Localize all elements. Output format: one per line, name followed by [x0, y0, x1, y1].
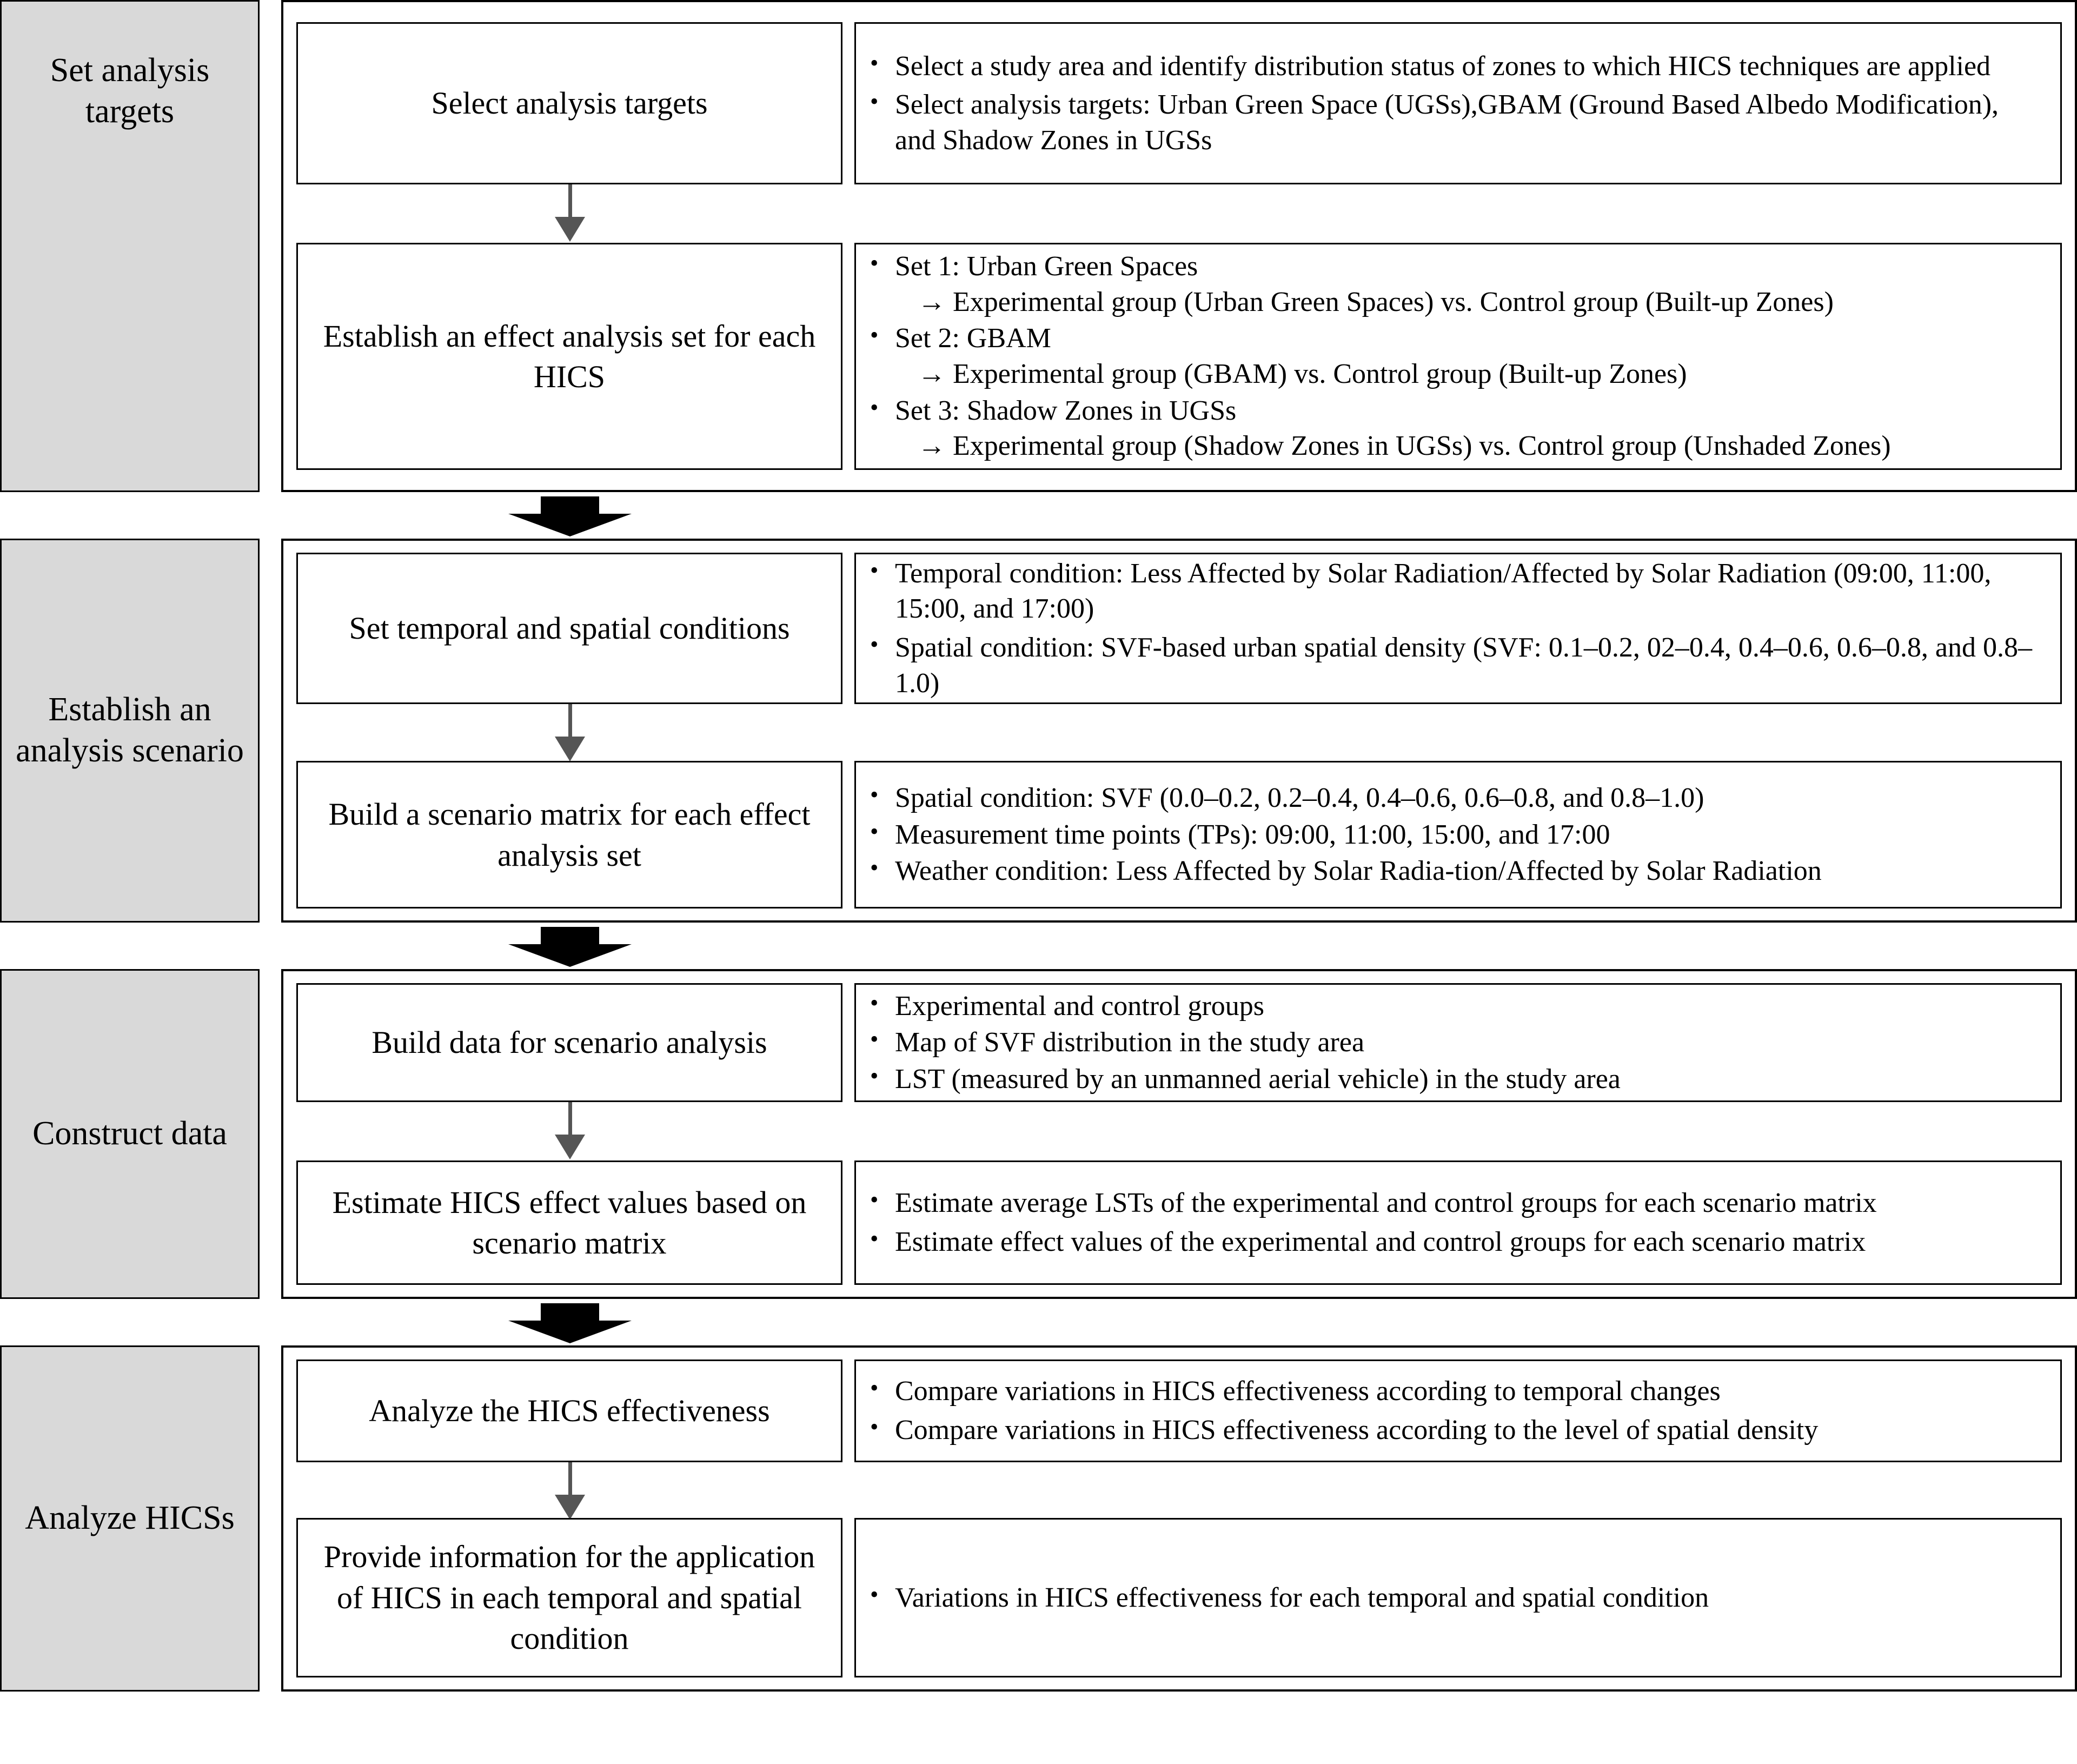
stage-label: Construct data — [0, 969, 260, 1299]
process-box: Build a scenario matrix for each effect analysis set — [296, 761, 842, 908]
process-row — [296, 1518, 2062, 1677]
bullet-text: Set 2: GBAM — [895, 323, 1051, 354]
row-gap — [842, 22, 854, 184]
bullet-item — [866, 1025, 2046, 1060]
process-row — [296, 983, 2062, 1102]
bullet-subtext: → Experimental group (Shadow Zones in UGSs) vs. Control group (Unshaded Zones) — [918, 430, 1891, 462]
bullet-list — [866, 553, 2046, 704]
process-row — [296, 1160, 2062, 1285]
bullet-text: LST (measured by an unmanned aerial vehicle) in the study area — [895, 1063, 1621, 1095]
stage-4 — [0, 1345, 2077, 1692]
bullet-subtext: → Experimental group (GBAM) vs. Control group (Built-up Zones) — [918, 359, 1687, 389]
row-gap — [842, 1518, 854, 1677]
bullet-text: Estimate effect values of the experimental and control groups for each scenario matrix — [895, 1226, 1866, 1257]
bullet-text: Estimate average LSTs of the experimental and control groups for each scenario matrix — [895, 1188, 1877, 1219]
process-row — [296, 761, 2062, 908]
down-arrow-icon — [296, 704, 2062, 761]
block-arrow-body — [541, 927, 599, 945]
bullet-text: Experimental and control groups — [895, 990, 1265, 1022]
bullet-item — [866, 1412, 2046, 1448]
detail-box — [854, 22, 2062, 184]
bullet-list — [866, 1577, 2046, 1619]
process-row — [296, 553, 2062, 704]
detail-box — [854, 1518, 2062, 1677]
bullet-item — [866, 1374, 2046, 1409]
process-box: Establish an effect analysis set for each HICS — [296, 243, 842, 470]
down-arrow-icon — [296, 1462, 2062, 1518]
process-box: Provide information for the application of HICS in each temporal and spatial condition — [296, 1518, 842, 1677]
process-box: Build data for scenario analysis — [296, 983, 842, 1102]
bullet-item — [866, 1185, 2046, 1221]
bullet-text: Map of SVF distribution in the study area — [895, 1027, 1365, 1058]
stage-body — [281, 539, 2077, 923]
bullet-item — [866, 49, 2046, 84]
process-box: Select analysis targets — [296, 22, 842, 184]
bullet-item — [866, 249, 2046, 320]
detail-box — [854, 243, 2062, 470]
stage-transition-arrow-icon — [0, 1299, 2077, 1345]
arrow-head — [555, 1135, 585, 1159]
row-gap — [842, 983, 854, 1102]
stage-label-gap — [260, 1345, 281, 1692]
bullet-item — [866, 556, 2046, 627]
bullet-item — [866, 321, 2046, 392]
detail-box — [854, 761, 2062, 908]
bullet-text: Temporal condition: Less Affected by Solar Radiation/Affected by Solar Radiation (09:00, 11:00, 15:00, and 17:00) — [895, 558, 1992, 625]
bullet-text: Spatial condition: SVF (0.0–0.2, 0.2–0.4, 0.4–0.6, 0.6–0.8, and 0.8–1.0) — [895, 782, 1704, 814]
bullet-subtext: → Experimental group (Urban Green Spaces) vs. Control group (Built-up Zones) — [918, 286, 1834, 317]
stage-label-gap — [260, 969, 281, 1299]
bullet-item — [866, 1580, 2046, 1616]
arrow-head — [555, 1495, 585, 1520]
process-row — [296, 22, 2062, 184]
bullet-text: Compare variations in HICS effectiveness according to temporal changes — [895, 1376, 1721, 1407]
row-gap — [842, 1360, 854, 1462]
row-gap — [842, 553, 854, 704]
stage-label-gap — [260, 0, 281, 492]
stage-body — [281, 1345, 2077, 1692]
row-gap — [842, 1160, 854, 1285]
stage-transition-arrow-icon — [0, 923, 2077, 969]
bullet-list — [866, 779, 2046, 890]
stage-body — [281, 0, 2077, 492]
process-box: Analyze the HICS effectiveness — [296, 1360, 842, 1462]
row-gap — [842, 761, 854, 908]
bullet-item — [866, 630, 2046, 701]
detail-box — [854, 1360, 2062, 1462]
stage-transition-arrow-icon — [0, 492, 2077, 539]
bullet-item — [866, 817, 2046, 853]
detail-box — [854, 983, 2062, 1102]
bullet-list — [866, 1182, 2046, 1263]
block-arrow-body — [541, 496, 599, 515]
process-row — [296, 1360, 2062, 1462]
bullet-text: Select a study area and identify distribution status of zones to which HICS techniques are applied — [895, 50, 1991, 82]
stage-2 — [0, 539, 2077, 923]
stage-3 — [0, 969, 2077, 1299]
arrow-head — [555, 737, 585, 761]
bullet-list — [866, 248, 2046, 465]
stage-body — [281, 969, 2077, 1299]
block-arrow-tip — [508, 514, 632, 536]
bullet-item — [866, 989, 2046, 1024]
down-arrow-icon — [296, 1102, 2062, 1160]
bullet-list — [866, 1370, 2046, 1451]
down-arrow-icon — [296, 184, 2062, 243]
stage-1 — [0, 0, 2077, 492]
bullet-item — [866, 1062, 2046, 1097]
block-arrow-tip — [508, 944, 632, 967]
row-gap — [842, 243, 854, 470]
bullet-list — [866, 987, 2046, 1098]
bullet-text: Select analysis targets: Urban Green Space (UGSs),GBAM (Ground Based Albedo Modification), and Shadow Zones in UGSs — [895, 89, 1999, 156]
detail-box — [854, 1160, 2062, 1285]
bullet-text: Spatial condition: SVF-based urban spatial density (SVF: 0.1–0.2, 02–0.4, 0.4–0.6, 0.6–0.8, and 0.8–1.0) — [895, 632, 2032, 699]
bullet-text: Measurement time points (TPs): 09:00, 11:00, 15:00, and 17:00 — [895, 819, 1610, 850]
bullet-item — [866, 780, 2046, 816]
bullet-text: Set 3: Shadow Zones in UGSs — [895, 395, 1237, 426]
process-box: Set temporal and spatial conditions — [296, 553, 842, 704]
bullet-item — [866, 87, 2046, 158]
process-box: Estimate HICS effect values based on scenario matrix — [296, 1160, 842, 1285]
bullet-text: Set 1: Urban Green Spaces — [895, 251, 1198, 282]
bullet-text: Compare variations in HICS effectiveness according to the level of spatial density — [895, 1415, 1819, 1445]
bullet-item — [866, 1224, 2046, 1260]
arrow-head — [555, 217, 585, 242]
block-arrow-tip — [508, 1321, 632, 1343]
bullet-text: Variations in HICS effectiveness for each temporal and spatial condition — [895, 1582, 1709, 1613]
bullet-text: Weather condition: Less Affected by Solar Radia-tion/Affected by Solar Radiation — [895, 856, 1822, 887]
stage-label-gap — [260, 539, 281, 923]
block-arrow-body — [541, 1303, 599, 1322]
bullet-item — [866, 393, 2046, 464]
bullet-item — [866, 853, 2046, 889]
detail-box — [854, 553, 2062, 704]
process-row — [296, 243, 2062, 470]
stage-label: Analyze HICSs — [0, 1345, 260, 1692]
stage-label: Establish an analysis scenario — [0, 539, 260, 923]
bullet-list — [866, 45, 2046, 162]
stage-label: Set analysis targets — [0, 0, 260, 492]
